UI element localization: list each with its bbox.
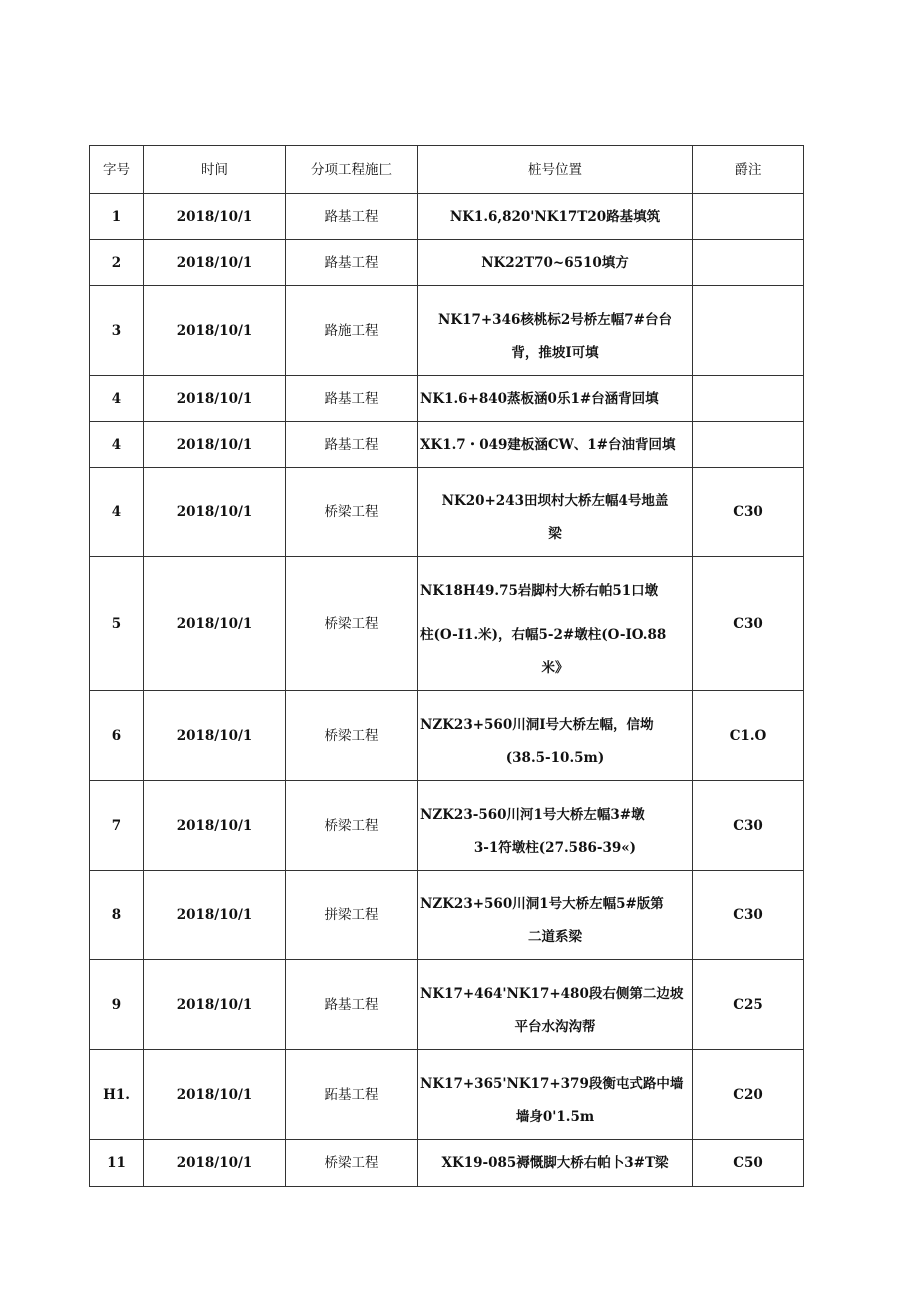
row-no: 11 <box>90 1140 144 1187</box>
row-no: 6 <box>90 691 144 781</box>
table-row <box>90 286 804 376</box>
row-date: 2018/10/1 <box>144 781 286 871</box>
row-remark: C30 <box>693 871 804 960</box>
row-date: 2018/10/1 <box>144 422 286 468</box>
location-line: NK17+365'NK17+379段衡屯式路中墙 <box>420 1075 684 1092</box>
row-date: 2018/10/1 <box>144 240 286 286</box>
row-no: 4 <box>90 376 144 422</box>
row-type: 桥梁工程 <box>286 468 418 557</box>
row-remark <box>693 240 804 286</box>
location-line: 梁 <box>548 526 562 542</box>
row-remark <box>693 422 804 468</box>
row-no: 9 <box>90 960 144 1050</box>
row-remark: C25 <box>693 960 804 1050</box>
row-no: 1 <box>90 194 144 240</box>
location-line: 米》 <box>541 659 569 676</box>
table-row <box>90 194 804 240</box>
table-row <box>90 691 804 781</box>
row-remark <box>693 286 804 376</box>
location-line: NK1.6,820'NK17T20路基填筑 <box>449 208 661 225</box>
row-type: 路基工程 <box>286 422 418 468</box>
location-line: NZK23+560川洞I号大桥左幅，信坳 <box>420 716 654 733</box>
row-date: 2018/10/1 <box>144 960 286 1050</box>
row-type: 桥梁工程 <box>286 691 418 781</box>
table-row <box>90 960 804 1050</box>
row-date: 2018/10/1 <box>144 194 286 240</box>
row-location <box>418 422 693 468</box>
row-type: 路基工程 <box>286 376 418 422</box>
location-line: 平台水沟沟帮 <box>514 1018 596 1035</box>
location-line: 背，推坡I可填 <box>511 344 599 361</box>
location-line: 柱(O-I1.米)，右幅5-2#墩柱(O-IO.88 <box>420 626 667 643</box>
row-no: 3 <box>90 286 144 376</box>
row-date: 2018/10/1 <box>144 376 286 422</box>
row-remark <box>693 194 804 240</box>
header-no: 字号 <box>90 146 144 194</box>
row-type: 桥梁工程 <box>286 1140 418 1187</box>
row-location <box>418 376 693 422</box>
location-line: 3-1符墩柱(27.586-39«) <box>473 839 637 856</box>
row-location <box>418 240 693 286</box>
location-line: NK18H49.75岩脚村大桥右帕51口墩 <box>420 582 659 599</box>
location-line: NK1.6+840蒸板涵0乐1#台涵背回填 <box>420 390 659 407</box>
table-row <box>90 376 804 422</box>
row-type: 路基工程 <box>286 960 418 1050</box>
row-location <box>418 960 693 1050</box>
table-row <box>90 557 804 691</box>
table-row <box>90 468 804 557</box>
row-no: 7 <box>90 781 144 871</box>
location-line: NK20+243田坝村大桥左幅4号地盖 <box>441 493 669 509</box>
row-remark <box>693 376 804 422</box>
construction-log-table <box>89 145 804 1187</box>
row-location <box>418 691 693 781</box>
row-type: 跖基工程 <box>286 1050 418 1140</box>
table-header-row <box>90 146 804 194</box>
table-row <box>90 781 804 871</box>
row-no: H1. <box>90 1050 144 1140</box>
row-location <box>418 871 693 960</box>
location-line: (38.5-10.5m) <box>505 749 605 766</box>
row-location <box>418 1050 693 1140</box>
row-location <box>418 557 693 691</box>
row-location <box>418 781 693 871</box>
row-date: 2018/10/1 <box>144 1140 286 1187</box>
row-location <box>418 286 693 376</box>
table-row <box>90 240 804 286</box>
row-no: 5 <box>90 557 144 691</box>
row-type: 桥梁工程 <box>286 557 418 691</box>
header-remark: 爵注 <box>693 146 804 194</box>
location-line: XK1.7・049建板涵CW、1#台油背回填 <box>420 436 676 453</box>
row-type: 路施工程 <box>286 286 418 376</box>
header-type: 分项工程施匚 <box>286 146 418 194</box>
table-row <box>90 422 804 468</box>
location-line: NZK23+560川洞1号大桥左幅5#版第 <box>420 896 664 912</box>
row-no: 2 <box>90 240 144 286</box>
row-date: 2018/10/1 <box>144 468 286 557</box>
row-date: 2018/10/1 <box>144 1050 286 1140</box>
row-date: 2018/10/1 <box>144 557 286 691</box>
row-remark: C30 <box>693 557 804 691</box>
row-remark: C30 <box>693 781 804 871</box>
row-no: 4 <box>90 468 144 557</box>
location-line: XK19-085褥慨脚大桥右帕卜3#T梁 <box>441 1155 669 1171</box>
table-row <box>90 1140 804 1187</box>
row-date: 2018/10/1 <box>144 871 286 960</box>
row-remark: C20 <box>693 1050 804 1140</box>
table-row <box>90 1050 804 1140</box>
row-type: 路基工程 <box>286 240 418 286</box>
row-remark: C30 <box>693 468 804 557</box>
row-type: 拼梁工程 <box>286 871 418 960</box>
location-line: 二道系梁 <box>528 929 582 945</box>
location-line: NK17+346核桃标2号桥左幅7#台台 <box>438 311 672 328</box>
row-location <box>418 1140 693 1187</box>
row-date: 2018/10/1 <box>144 691 286 781</box>
row-location <box>418 194 693 240</box>
row-location <box>418 468 693 557</box>
header-location: 桩号位置 <box>418 146 693 194</box>
location-line: 墙身0'1.5m <box>515 1108 595 1125</box>
row-type: 路基工程 <box>286 194 418 240</box>
row-remark: C1.O <box>693 691 804 781</box>
location-line: NK17+464'NK17+480段右侧第二边坡 <box>420 985 684 1002</box>
table-row <box>90 871 804 960</box>
location-line: NZK23-560川河1号大桥左幅3#墩 <box>420 806 645 823</box>
row-no: 8 <box>90 871 144 960</box>
row-date: 2018/10/1 <box>144 286 286 376</box>
row-no: 4 <box>90 422 144 468</box>
row-remark: C50 <box>693 1140 804 1187</box>
location-line: NK22T70~6510填方 <box>481 254 629 271</box>
header-date: 时间 <box>144 146 286 194</box>
row-type: 桥梁工程 <box>286 781 418 871</box>
